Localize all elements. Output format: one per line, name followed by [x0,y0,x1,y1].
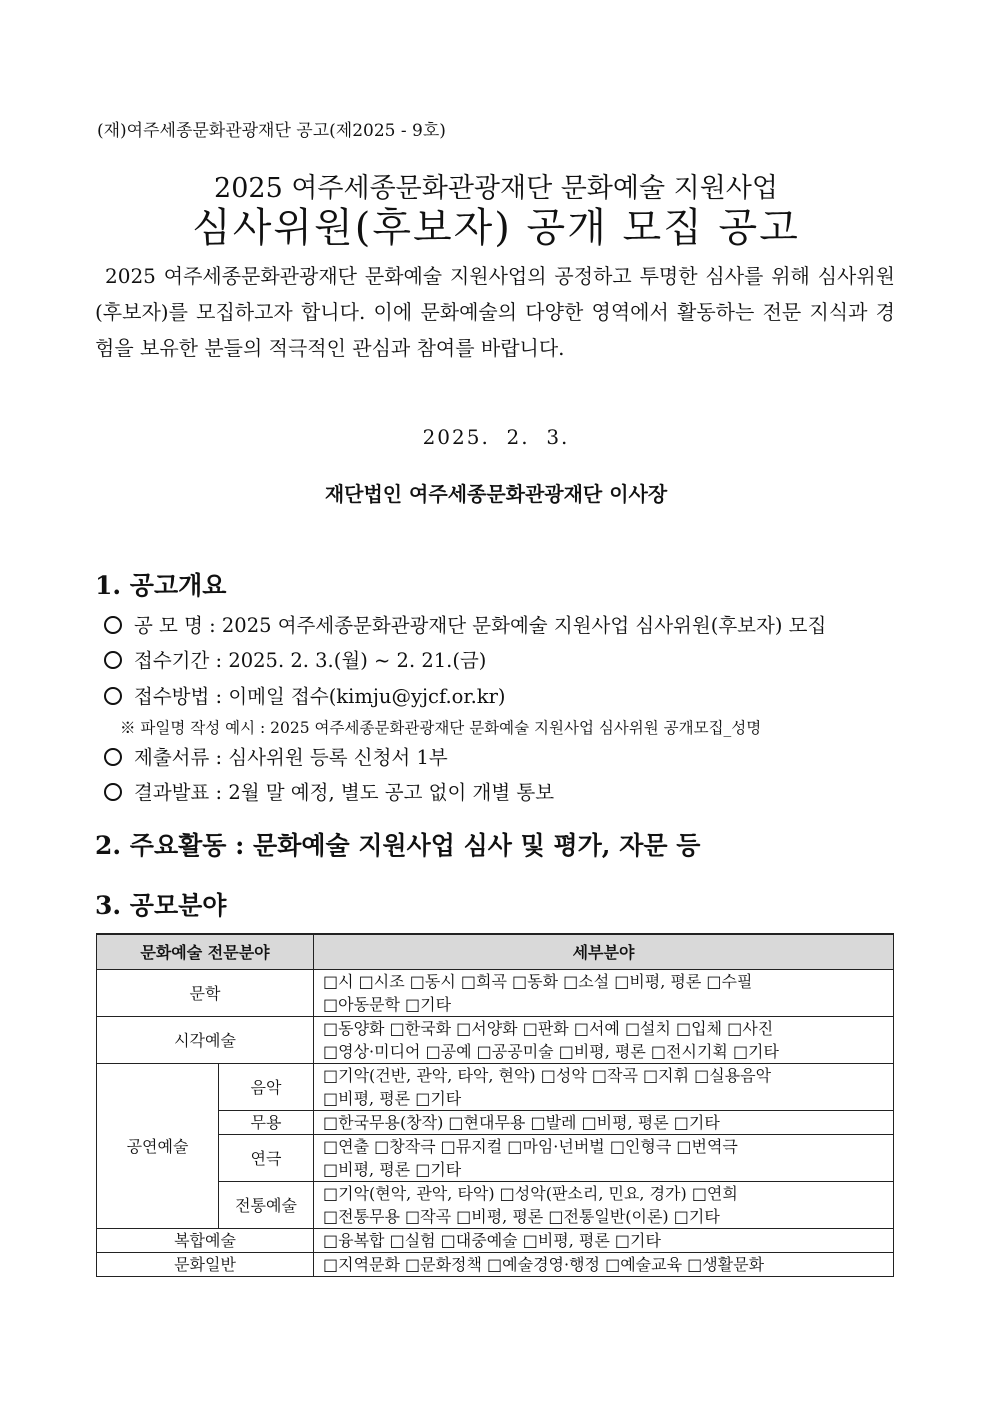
table-header-row [97,934,894,970]
table-row [97,970,894,1017]
overview-item: 제출서류 : 심사위원 등록 신청서 1부 [104,742,448,770]
circle-bullet-icon [104,651,122,669]
section-1-heading: 1. 공고개요 [95,571,227,600]
subfield-music: 음악 [219,1064,314,1111]
section-2-heading: 2. 주요활동 : 문화예술 지원사업 심사 및 평가, 자문 등 [95,831,701,860]
table-row [97,1229,894,1253]
subfield-dance: 무용 [219,1111,314,1135]
notice-date: 2025. 2. 3. [422,425,570,449]
field-visual: 시각예술 [97,1017,314,1064]
field-literature: 문학 [97,970,314,1017]
detail-cell: □기악(건반, 관악, 타악, 현악) □성악 □작곡 □지휘 □실용음악 □비평, 평론 □기타 [314,1064,894,1111]
detail-cell: □한국무용(창작) □현대무용 □발레 □비평, 평론 □기타 [314,1111,894,1135]
subfield-theater: 연극 [219,1135,314,1182]
table-row [97,1064,894,1111]
detail-cell: □시 □시조 □동시 □희곡 □동화 □소설 □비평, 평론 □수필 □아동문학 □기타 [314,970,894,1017]
section-3-heading: 3. 공모분야 [95,891,227,920]
detail-cell: □융복합 □실험 □대중예술 □비평, 평론 □기타 [314,1229,894,1253]
field-performing: 공연예술 [97,1064,219,1229]
header-field: 문화예술 전문분야 [97,934,314,970]
circle-bullet-icon [104,616,122,634]
header-detail: 세부분야 [314,934,894,970]
table-row [97,1017,894,1064]
field-general: 문화일반 [97,1253,314,1277]
title-line-1: 2025 여주세종문화관광재단 문화예술 지원사업 [214,173,778,204]
fields-table [96,933,894,1277]
intro-paragraph: 2025 여주세종문화관광재단 문화예술 지원사업의 공정하고 투명한 심사를 위해 심사위원(후보자)를 모집하고자 합니다. 이에 문화예술의 다양한 영역에서 활동하는 전문 지식과 경험을 보유한 분들의 적극적인 관심과 참여를 바랍니다. [95,264,895,360]
detail-cell: □동양화 □한국화 □서양화 □판화 □서예 □설치 □입체 □사진 □영상·미디어 □공예 □공공미술 □비평, 평론 □전시기획 □기타 [314,1017,894,1064]
overview-item: 공 모 명 : 2025 여주세종문화관광재단 문화예술 지원사업 심사위원(후보자) 모집 [104,610,826,638]
table-row [97,1253,894,1277]
notice-number: (재)여주세종문화관광재단 공고(제2025 - 9호) [97,121,446,141]
overview-item: 접수기간 : 2025. 2. 3.(월) ~ 2. 21.(금) [104,645,486,673]
detail-cell: □지역문화 □문화정책 □예술경영·행정 □예술교육 □생활문화 [314,1253,894,1277]
filename-note: ※ 파일명 작성 예시 : 2025 여주세종문화관광재단 문화예술 지원사업 심사위원 공개모집_성명 [120,719,762,737]
subfield-traditional: 전통예술 [219,1182,314,1229]
detail-cell: □연출 □창작극 □뮤지컬 □마임·넌버벌 □인형극 □번역극 □비평, 평론 □기타 [314,1135,894,1182]
title-line-2: 심사위원(후보자) 공개 모집 공고 [192,205,800,251]
circle-bullet-icon [104,783,122,801]
overview-item: 접수방법 : 이메일 접수(kimju@yjcf.or.kr) [104,681,506,709]
circle-bullet-icon [104,748,122,766]
circle-bullet-icon [104,687,122,705]
field-multi: 복합예술 [97,1229,314,1253]
overview-item: 결과발표 : 2월 말 예정, 별도 공고 없이 개별 통보 [104,777,554,805]
detail-cell: □기악(현악, 관악, 타악) □성악(판소리, 민요, 경가) □연희 □전통무용 □작곡 □비평, 평론 □전통일반(이론) □기타 [314,1182,894,1229]
issuer: 재단법인 여주세종문화관광재단 이사장 [324,482,668,506]
